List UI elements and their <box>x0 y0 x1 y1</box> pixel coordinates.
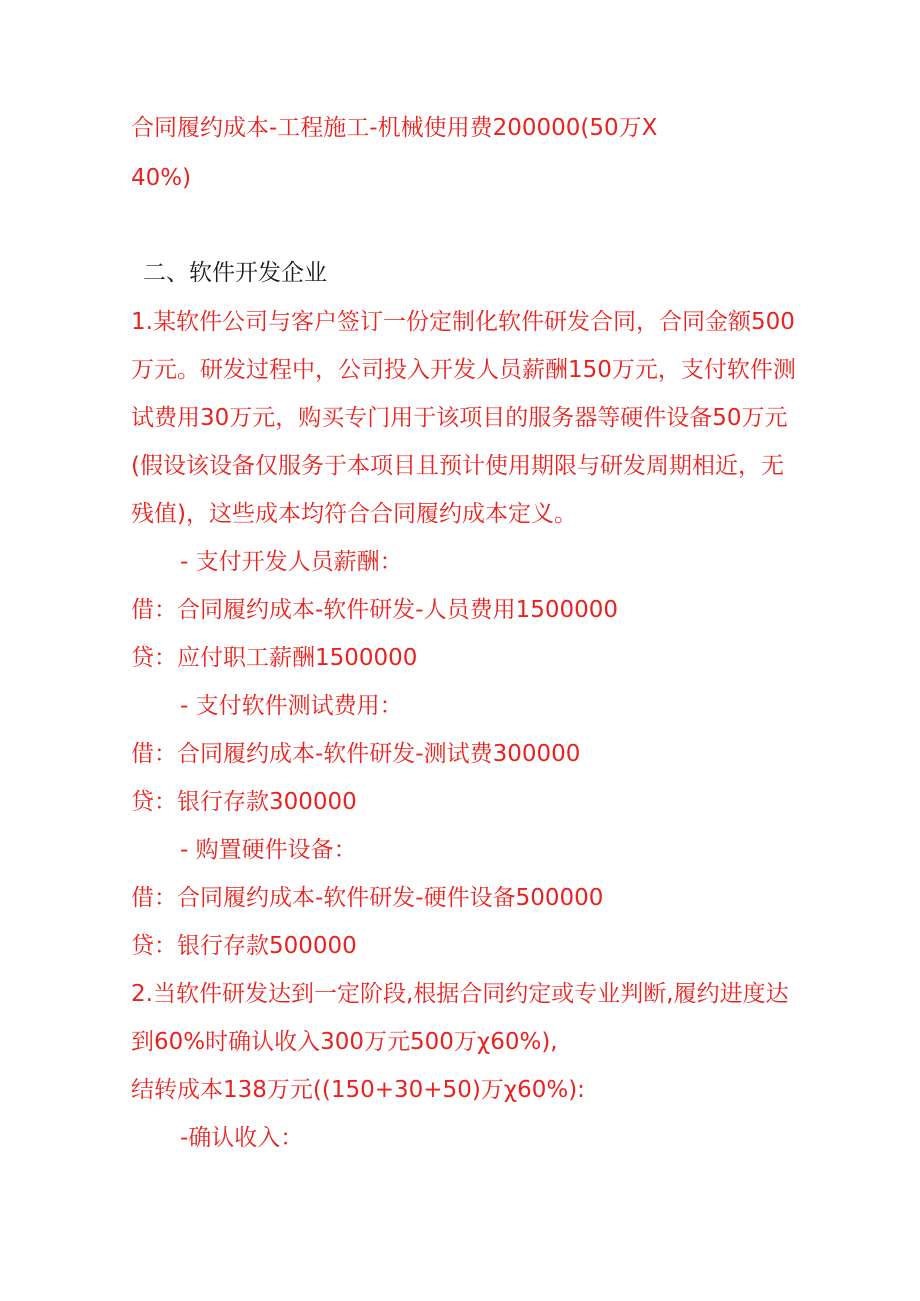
text-line-20: 结转成本138万元((150+30+50)万χ60%): <box>131 1077 585 1103</box>
text-line-18: 2.当软件研发达到一定阶段,根据合同约定或专业判断,履约进度达 <box>131 981 789 1007</box>
bullet-line-4: -确认收入： <box>180 1125 304 1151</box>
entry-credit-2: 贷：银行存款300000 <box>131 789 357 815</box>
entry-debit-1: 借：合同履约成本-软件研发-人员费用1500000 <box>131 597 619 623</box>
text-line-5: 万元。研发过程中，公司投入开发人员薪酬150万元，支付软件测 <box>131 357 796 383</box>
text-line-1: 合同履约成本-工程施工-机械使用费200000(50万X <box>131 115 658 141</box>
bullet-line-3: - 购置硬件设备： <box>180 837 357 863</box>
text-line-19: 到60%时确认收入300万元500万χ60%), <box>131 1029 558 1055</box>
text-line-7: (假设该设备仅服务于本项目且预计使用期限与研发周期相近，无 <box>131 453 784 479</box>
entry-debit-3: 借：合同履约成本-软件研发-硬件设备500000 <box>131 885 604 911</box>
section-heading: 二、软件开发企业 <box>143 260 327 286</box>
entry-credit-3: 贷：银行存款500000 <box>131 933 357 959</box>
text-line-2: 40%) <box>131 165 192 191</box>
bullet-line-2: - 支付软件测试费用： <box>180 693 403 719</box>
entry-credit-1: 贷：应付职工薪酬1500000 <box>131 645 418 671</box>
text-line-4: 1.某软件公司与客户签订一份定制化软件研发合同，合同金额500 <box>131 309 795 335</box>
bullet-line-1: - 支付开发人员薪酬： <box>180 549 403 575</box>
text-line-8: 残值)，这些成本均符合合同履约成本定义。 <box>131 501 577 527</box>
entry-debit-2: 借：合同履约成本-软件研发-测试费300000 <box>131 741 581 767</box>
text-line-6: 试费用30万元，购买专门用于该项目的服务器等硬件设备50万元 <box>131 405 788 431</box>
